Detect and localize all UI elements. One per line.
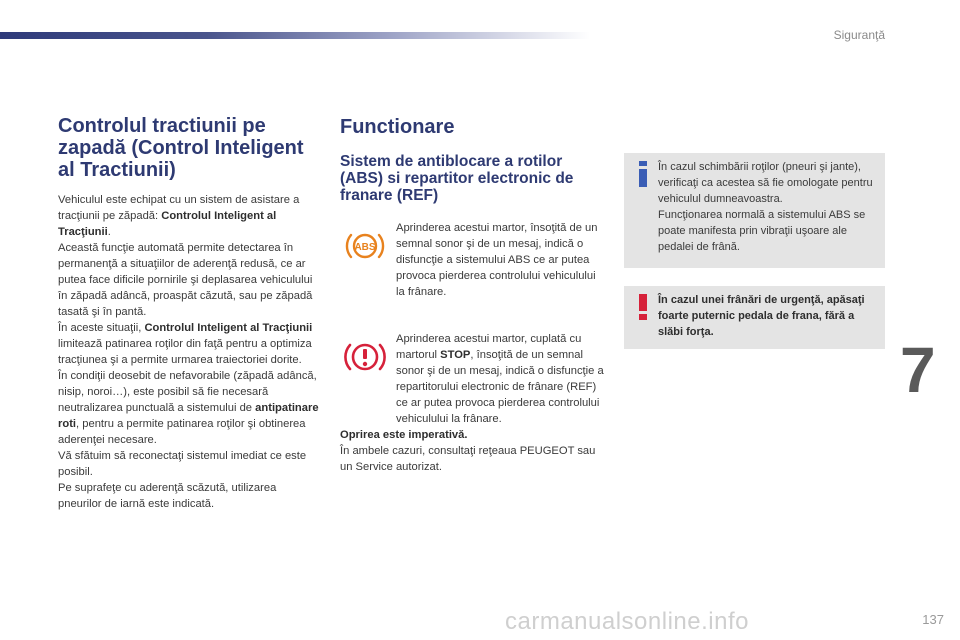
ref-description [340,331,605,475]
left-column [58,115,320,512]
section-title: Siguranţă [833,28,885,42]
info-icon [634,161,652,187]
situations-paragraph: În aceste situaţii, Controlul Inteligent al Tracţiunii limitează patinarea roţilor din faţă pentru a optimiza tracţiunea şi a permite urmarea traiectoriei dorite. [58,322,313,366]
info-note-text: În cazul schimbării roţilor (pneuri şi jante), verificaţi ca acestea să fie omologate pentru vehiculul dumneavoastra. Funcţionarea normală a sistemului ABS se poate manifesta prin vibraţii uşoare ale pedalei de frână. [658,161,873,253]
function-paragraph: Această funcţie automată permite detectarea în permanenţă a situaţiilor de aderenţă redusă, ce ar putea face dificile pornirile şi deplasarea vehiculului în zăpadă adâncă, proaspăt căzută, sau pe zăpadă tasată şi în pantă. [58,242,313,318]
conditions-paragraph: În condiţii deosebit de nefavorabile (zăpadă adâncă, nisip, noroi…), este posibil să fie necesară neutralizarea punctuală a sistemului de antipatinare roti, pentru a permite patinarea roţilor şi obtinerea aderenţei necesare. [58,370,319,446]
middle-column [340,115,605,139]
consult-paragraph: În ambele cazuri, consultaţi reţeaua PEUGEOT sau un Service autorizat. [340,445,596,473]
exclamation-icon [634,294,652,320]
abs-description: Aprinderea acestui martor, însoţită de un semnal sonor şi de un mesaj, indică o disfuncţie a sistemului ABS ce ar putea provoca pierderea controlului vehiculului la frânare. [396,222,598,298]
section-heading-traction: Controlul tractiunii pe zapadă (Control Inteligent al Tractiunii) [58,115,304,181]
info-note [624,153,885,268]
svg-text:ABS: ABS [354,242,376,253]
abs-warning-lamp-icon [345,228,385,264]
section-heading-functionare: Functionare [340,116,455,138]
subheading-abs-ref: Sistem de antiblocare a rotilor (ABS) si repartitor electronic de franare (REF) [340,153,574,204]
ref-paragraph: Aprinderea acestui martor, cuplată cu martorul STOP, însoţită de un semnal sonor şi de un mesaj, indică o disfuncţie a repartitorului electronic de frânare (REF) ce ar putea provoca pierderea controlului vehiculului la frânare. [396,333,604,425]
header-gradient-bar [0,32,590,39]
stop-imperative: Oprirea este imperativă. [340,429,468,441]
warning-note [624,286,885,349]
traction-body [58,192,320,512]
watermark: carmanualsonline.info [505,608,749,635]
intro-paragraph: Vehiculul este echipat cu un sistem de asistare a tracţiunii pe zăpadă: Controlul Inteligent al Tracţiunii. [58,194,300,238]
chapter-number: 7 [900,334,936,406]
page-number: 137 [922,612,944,627]
warning-note-text: În cazul unei frânări de urgenţă, apăsaţi foarte puternic pedala de frana, fără a slăbi forţa. [658,294,865,338]
tyres-paragraph: Pe suprafeţe cu aderenţă scăzută, utilizarea pneurilor de iarnă este indicată. [58,482,277,510]
advice-paragraph: Vă sfătuim să reconectaţi sistemul imediat ce este posibil. [58,450,307,478]
